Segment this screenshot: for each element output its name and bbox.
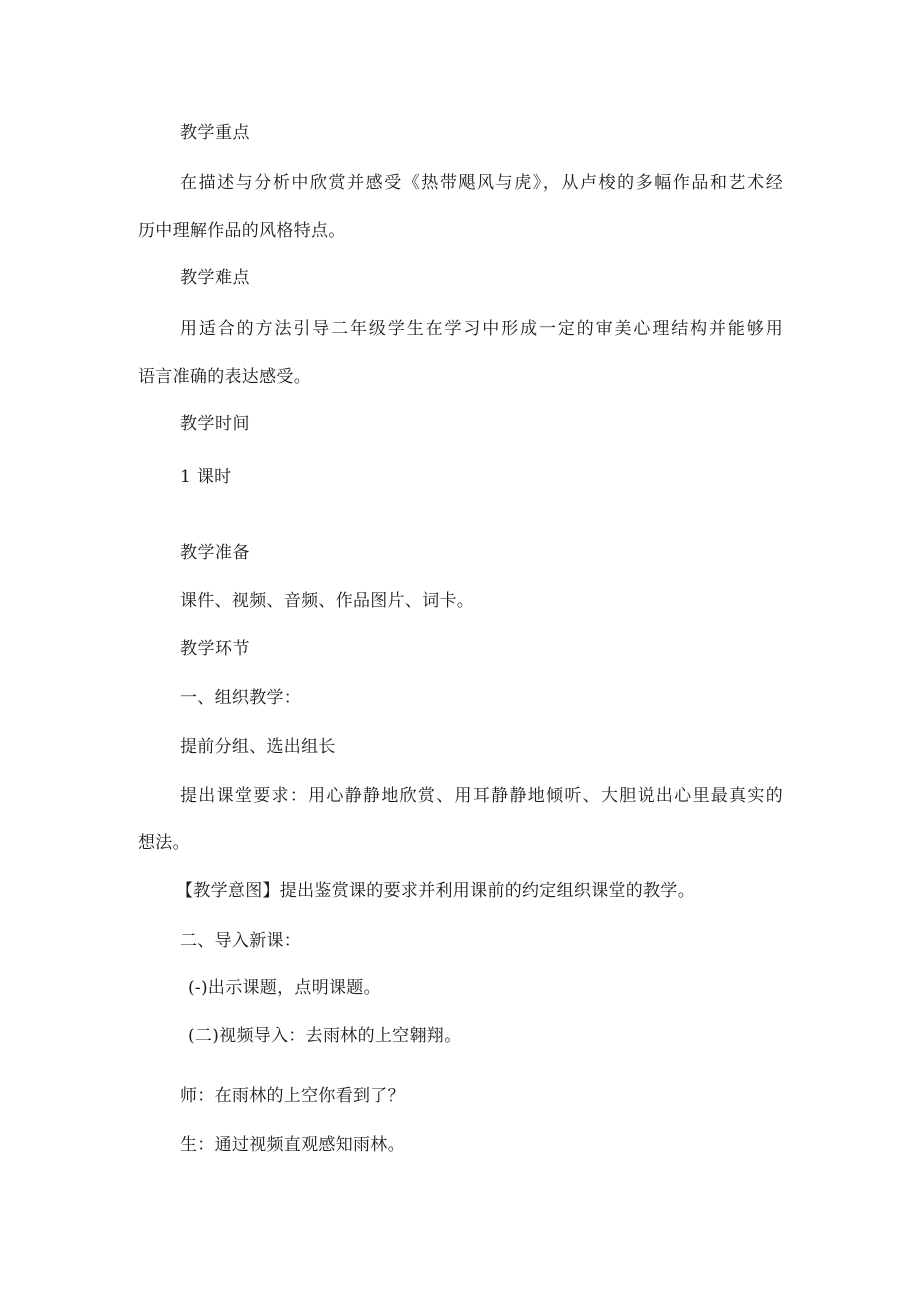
focus-heading: 教学重点	[180, 123, 250, 143]
steps-heading: 教学环节	[180, 639, 250, 659]
step1-intent: 【教学意图】提出鉴赏课的要求并利用课前的约定组织课堂的教学。	[176, 881, 695, 901]
time-heading: 教学时间	[180, 414, 250, 434]
difficulty-heading: 教学难点	[180, 268, 250, 288]
student-line: 生：通过视频直观感知雨林。	[180, 1135, 405, 1155]
time-value: 1 课时	[180, 467, 232, 487]
step2-sub1: (-)出示课题，点明课题。	[188, 978, 381, 998]
step2-sub2: (二)视频导入：去雨林的上空翱翔。	[188, 1026, 462, 1046]
step1-line1: 提前分组、选出组长	[180, 737, 336, 757]
focus-text-line1: 在描述与分析中欣赏并感受《热带飓风与虎》，从卢梭的多幅作品和艺术经	[180, 173, 783, 193]
teacher-line: 师：在雨林的上空你看到了？	[180, 1086, 405, 1106]
step1-title: 一、组织教学：	[180, 688, 302, 708]
step2-title: 二、导入新课：	[180, 931, 302, 951]
difficulty-text-line2: 语言准确的表达感受。	[138, 367, 311, 387]
step1-line2a: 提出课堂要求：用心静静地欣赏、用耳静静地倾听、大胆说出心里最真实的	[180, 786, 783, 806]
difficulty-text-line1: 用适合的方法引导二年级学生在学习中形成一定的审美心理结构并能够用	[180, 319, 783, 339]
prep-value: 课件、视频、音频、作品图片、词卡。	[180, 591, 475, 611]
prep-heading: 教学准备	[180, 543, 250, 563]
focus-text-line2: 历中理解作品的风格特点。	[138, 221, 346, 241]
step1-line2b: 想法。	[138, 833, 190, 853]
